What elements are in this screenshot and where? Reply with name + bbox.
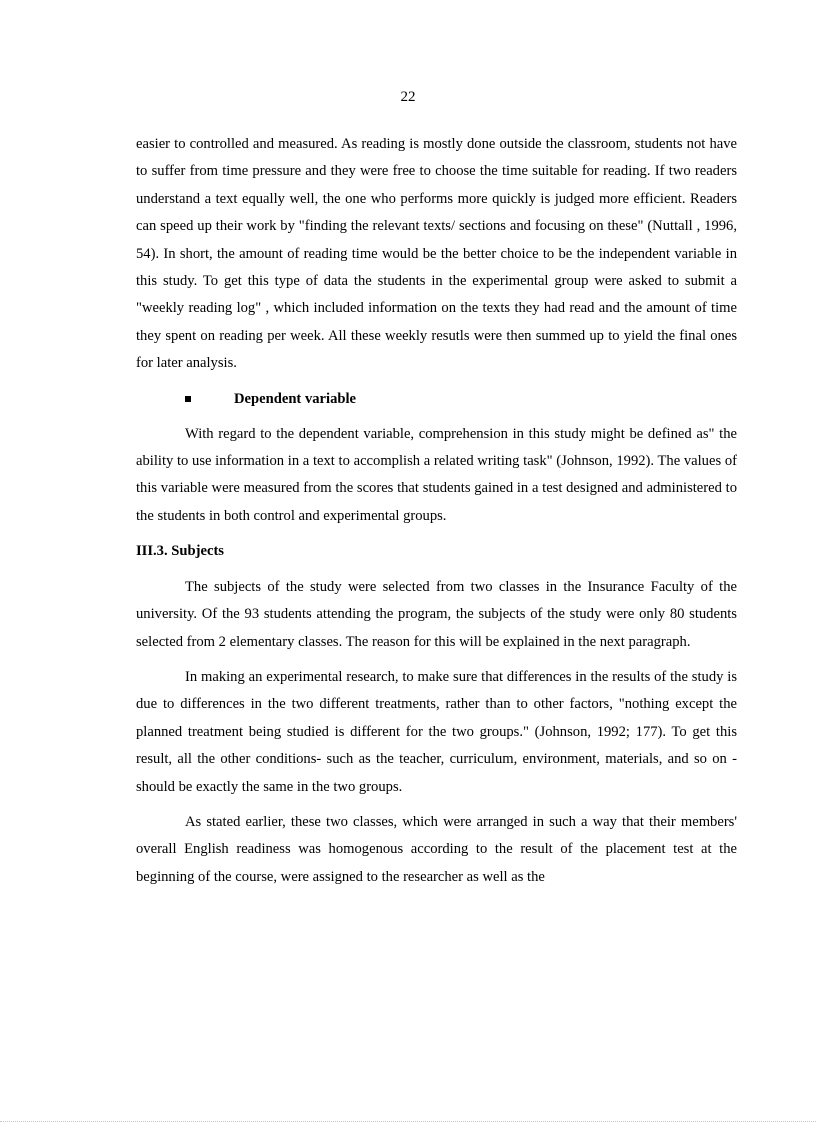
section-heading-subjects: III.3. Subjects	[136, 543, 224, 560]
paragraph-dependent-variable: With regard to the dependent variable, comprehension in this study might be defined as" the ability to use information in a text to accomplish a related writing task" (Johnson, 1992). The values of this variable were measured from the scores that students gained in a test designed and administered to the students in both control and experimental groups.	[136, 425, 737, 524]
page-bottom-rule	[0, 1121, 816, 1122]
square-bullet-icon	[185, 396, 191, 402]
page-number: 22	[400, 89, 416, 105]
paragraph-subjects-3: As stated earlier, these two classes, which were arranged in such a way that their members' overall English readiness was homogenous according to the result of the placement test at the beginning of the course, were assigned to the researcher as well as the	[136, 813, 737, 885]
paragraph-subjects-2: In making an experimental research, to make sure that differences in the results of the study is due to differences in the two different treatments, rather than to other factors, "nothing except the planned treatment being studied is different for the two groups." (Johnson, 1992; 177). To get this result, all the other conditions- such as the teacher, curriculum, environment, materials, and so on - should be exactly the same in the two groups.	[136, 668, 737, 795]
paragraph-subjects-1: The subjects of the study were selected from two classes in the Insurance Faculty of the university. Of the 93 students attending the program, the subjects of the study were only 80 students selected from 2 elementary classes. The reason for this will be explained in the next paragraph.	[136, 578, 737, 650]
paragraph-independent-variable-continued: easier to controlled and measured. As reading is mostly done outside the classroom, students not have to suffer from time pressure and they were free to choose the time suitable for reading. If two readers understand a text equally well, the one who performs more quickly is judged more efficient. Readers can speed up their work by "finding the relevant texts/ sections and focusing on these" (Nuttall , 1996, 54). In short, the amount of reading time would be the better choice to be the independent variable in this study. To get this type of data the students in the experimental group were asked to submit a "weekly reading log" , which included information on the texts they had read and the amount of time they spent on reading per week. All these weekly resutls were then summed up to yield the final ones for later analysis.	[136, 136, 737, 372]
document-body	[136, 131, 737, 899]
dependent-variable-heading-line	[136, 386, 737, 413]
dependent-variable-heading: Dependent variable	[234, 390, 357, 407]
